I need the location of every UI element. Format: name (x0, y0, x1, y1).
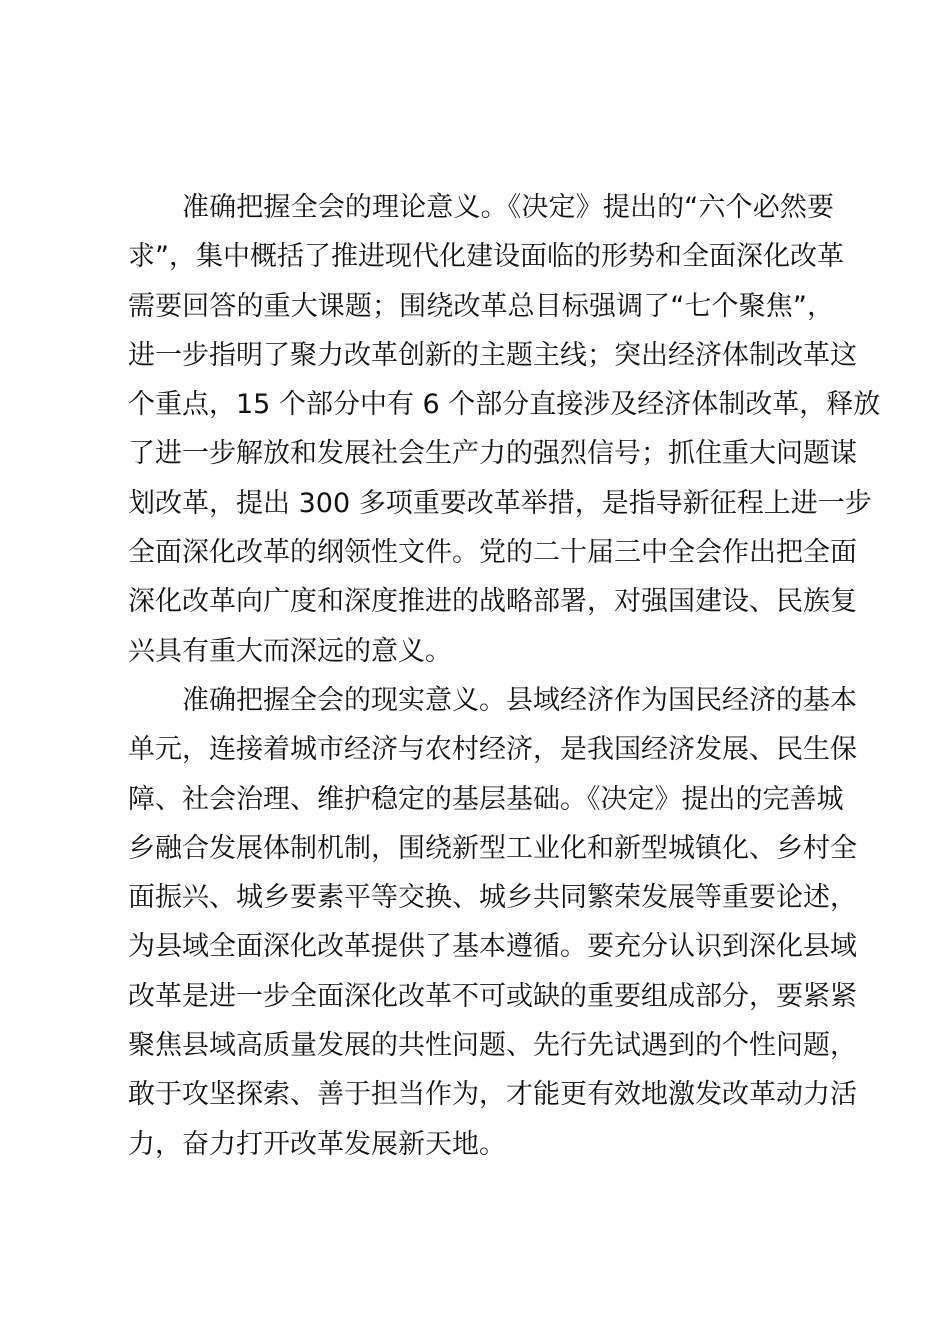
paragraph-line: 改革是进一步全面深化改革不可或缺的重要组成部分，要紧紧 (128, 980, 857, 1012)
paragraph-line: 进一步指明了聚力改革创新的主题主线；突出经济体制改革这 (128, 339, 857, 371)
paragraph-line: 障、社会治理、维护稳定的基层基础。《决定》提出的完善城 (128, 783, 844, 815)
paragraph-line: 单元，连接着城市经济与农村经济，是我国经济发展、民生保 (128, 734, 857, 766)
paragraph-line: 兴具有重大而深远的意义。 (128, 635, 452, 667)
paragraph-line: 敢于攻坚探索、善于担当作为，才能更有效地激发改革动力活 (128, 1079, 857, 1111)
paragraph-line: 个重点，15 个部分中有 6 个部分直接涉及经济体制改革，释放 (128, 389, 881, 421)
paragraph-line: 了进一步解放和发展社会生产力的强烈信号；抓住重大问题谋 (128, 438, 857, 470)
paragraph-line: 求”，集中概括了推进现代化建设面临的形势和全面深化改革 (128, 241, 844, 273)
paragraph-line: 划改革，提出 300 多项重要改革举措，是指导新征程上进一步 (128, 487, 872, 519)
paragraph-theoretical-significance (128, 183, 881, 676)
paragraph-practical-significance (128, 676, 857, 1169)
paragraph-line: 为县域全面深化改革提供了基本遵循。要充分认识到深化县域 (128, 931, 857, 963)
paragraph-line: 全面深化改革的纲领性文件。党的二十届三中全会作出把全面 (128, 537, 857, 569)
paragraph-line: 聚焦县域高质量发展的共性问题、先行先试遇到的个性问题， (128, 1030, 857, 1062)
paragraph-line: 准确把握全会的现实意义。县域经济作为国民经济的基本 (182, 684, 857, 716)
paragraph-line: 准确把握全会的理论意义。《决定》提出的“六个必然要 (182, 192, 834, 223)
paragraph-line: 乡融合发展体制机制，围绕新型工业化和新型城镇化、乡村全 (128, 832, 857, 864)
paragraph-line: 需要回答的重大课题；围绕改革总目标强调了“七个聚焦”， (128, 290, 834, 322)
document-body (128, 183, 881, 1169)
paragraph-line: 深化改革向广度和深度推进的战略部署，对强国建设、民族复 (128, 586, 857, 618)
paragraph-line: 面振兴、城乡要素平等交换、城乡共同繁荣发展等重要论述， (128, 882, 857, 914)
paragraph-line: 力，奋力打开改革发展新天地。 (128, 1128, 506, 1160)
